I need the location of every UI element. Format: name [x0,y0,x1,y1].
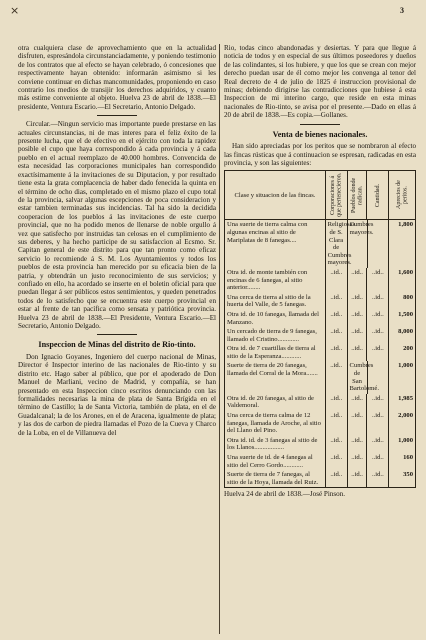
table-cell-corporacion: ..id.. [326,436,348,453]
column-divider [219,44,220,634]
table-header-row [225,171,415,220]
table-cell-clase: Una cerca de tierra al sitio de la huerta del Valle, de 5 fanegas. [225,293,326,310]
table-cell-pueblo: ..id.. [348,453,368,470]
table-cell-aprecio: 200 [403,345,413,353]
section-divider [97,115,137,116]
table-cell-corporacion: ..id.. [326,327,348,344]
table-cell-cantidad: ..id.. [367,411,389,436]
table-cell-clase: Suerte de tierra de 7 fanegas, al sitio de la Hoya, llamada del Ruiz. [225,470,326,487]
table-cell-cantidad: ..id.. [367,310,389,327]
table-cell-pueblo: ..id.. [348,268,368,293]
right-paragraph-1: Rio, todas cinco abandonadas y desiertas. Y para que llegue á noticia de todos y en especial de sus últimos poseedores y dueños de las colindantes, si los hubiere, y que los que se crean con mejor derecho puedan usar de él como mejor les convenga al tenor del Real decreto de 4 de julio de 1825 é instruccion provisional de minas; debiendo dirigirse las contradicciones que hubiese á esta Inspeccion de mi interino cargo, que reside en esta minas nacionales de Rio-tinto, se avisa por el presente.—Dado en ellas á 20 de abril de 1838.—Es copia.—Gollanes. [224,44,416,120]
table-cell-pueblo: ..id.. [348,344,368,361]
table-cell-corporacion: ..id.. [326,394,348,411]
table-cell-pueblo: ..id.. [348,411,368,436]
page-number: 3 [400,6,404,15]
table-cell-cantidad [368,220,390,268]
section-divider [97,334,137,335]
table-cell-clase: Otra id. de 7 cuartillas de tierra al sitio de la Esperanza............ [225,344,326,361]
table-row [225,268,415,293]
table-cell-clase: Una cerca de tierra calma de 12 fanegas, llamada de Aroche, al sitio del Llano del Pino. [225,411,326,436]
table-row [225,394,415,411]
table-cell-cantidad: ..id.. [367,344,389,361]
table-cell-cantidad: ..id.. [367,268,389,293]
table-cell-clase: Otra id. de 20 fanegas, al sitio de Valdemoral. [225,394,326,411]
table-cell-cantidad: ..id.. [367,436,389,453]
table-row [225,411,415,436]
table-cell-aprecio: 1,800 [398,221,413,229]
table-cell-aprecio: 800 [403,293,413,301]
table-row [225,453,415,470]
table-cell-corporacion: ..id.. [326,293,348,310]
table-cell-corporacion: ..id.. [326,268,348,293]
table-cell-aprecio: 8,000 [398,328,413,336]
table-row [225,310,415,327]
table-header-pueblos: Pueblos donde radican. [348,171,368,219]
table-cell-cantidad: ..id.. [367,453,389,470]
table-cell-pueblo: ..id.. [348,394,368,411]
table-cell-cantidad: ..id.. [367,394,389,411]
table-cell-corporacion: ..id.. [326,344,348,361]
left-column [18,44,216,636]
table-header-cantidad: Cantidad. [367,171,389,219]
table-cell-pueblo: Cumbres mayores. [348,220,368,268]
left-paragraph-1: otra cualquiera clase de aprovechamiento que en la actualidad disfruten, espresándola circunstanciadamente, y poniendo testimonio de los contratos que al efecto se hayan celebrado, ó concesiones que respectivamente hayan obtenido: informarán asimismo si les conviene continuar en dichas mancomunidades, proponiendo en caso contrario los medios de transijir los derechos adquiridos, y cuanto más estime conveniente al objeto. Huelva 23 de abril de 1838.—El presidente, Ventura Escario.—El Secretario, Antonio Delgado. [18,44,216,111]
table-cell-pueblo: ..id.. [348,470,368,487]
table-cell-cantidad: ..id.. [367,293,389,310]
right-paragraph-venta: Han sido apreciadas por los peritos que se nombraron al efecto las fincas rústicas que á continuacion se espresan, radicadas en esta provincia, y son las siguientes: [224,142,416,167]
table-cell-pueblo: Cumbres de San Bartolomé. [349,362,379,393]
section-divider [300,124,340,125]
table-cell-clase: Suerte de tierra de 20 fanegas, llamada del Corral de la Mora....... [225,361,326,393]
table-cell-aprecio: 350 [403,471,413,479]
table-header-aprecios: Aprecios de peritos. [395,180,409,210]
section-heading-venta: Venta de bienes nacionales. [272,129,368,139]
table-cell-aprecio: 1,985 [398,394,413,402]
fincas-table [224,170,416,488]
table-cell-cantidad: ..id.. [367,470,389,487]
table-cell-corporacion: ..id.. [326,411,348,436]
table-cell-clase: Una suerte de id. de 4 fanegas al sitio del Cerro Gordo............ [225,453,326,470]
table-header-corporaciones: Corporaciones á que pertenecieron. [326,171,348,219]
table-cell-corporacion: ..id.. [326,470,348,487]
table-cell-corporacion: ..id.. [326,361,348,393]
table-cell-corporacion: ..id.. [326,310,348,327]
section-heading-minas: Inspeccion de Minas del distrito de Rio-tinto. [38,340,196,350]
table-cell-pueblo: ..id.. [348,293,368,310]
table-body [225,220,415,487]
table-row [225,220,415,268]
table-cell-corporacion: ..id.. [326,453,348,470]
table-cell-pueblo: ..id.. [348,310,368,327]
table-cell-aprecio: 2,000 [398,412,413,420]
table-row [225,344,415,361]
table-cell-clase: Otra id. id. de 3 fanegas al sitio de los Llanos.................. [225,436,326,453]
table-header-clase: Clase y situacion de las fincas. [225,171,326,219]
table-cell-corporacion: Religiosas de S. Clara de Cumbres mayores. [327,221,356,267]
table-cell-clase: Otra id. de 10 fanegas, llamada del Manzano. [225,310,326,327]
table-cell-pueblo: ..id.. [348,436,368,453]
right-column [224,44,416,636]
table-cell-aprecio: 1,000 [398,362,414,370]
table-row [225,436,415,453]
page-header [10,4,416,18]
close-icon[interactable]: × [10,4,20,17]
table-cell-aprecio: 160 [403,454,413,461]
table-row [225,470,415,487]
table-cell-aprecio: 1,500 [398,310,413,318]
table-cell-aprecio: 1,000 [398,436,413,444]
left-paragraph-circular: Circular.—Ningun servicio mas importante puede prestarse en las actuales circunstancias, ni de mas interes para el feliz éxito de la presente lucha, que el de efectivo en el ejército con toda la rapidez posible el cupo que haya correspondido á cada provincia y á cada pueblo en el actual reemplazo de 40.000 hombres. Convencida de esta necesidad las corporaciones municipales han correspondido exactísimamente á la invitaciones de su Diputacion, y por resultado tiene esta la grata complacencia de haber dado fenecida la quinta en el término de ocho dias, completado en el mismo plazo el cupo total de la provincia, salvar algunas escepciones de poca consideracion y estar tambien terminadas sus incidencias. Tal ha sido la decidida cooperacion de los pueblos á las invitaciones de este cuerpo provincial, que no ha podido menos de llenarse de noble orgullo á vez que satisfecho por instruidas tan celosas en el cumplimiento de sus deberes, y ha hecho participe de su satisfaccion al Ecsmo. Sr. Capitan general de este distrito para que tan pronto como eficaz servicio lo recomiende á S. M. Los Ayuntamientos y todos los pueblos de esta provincia han merecido por su eficacia bien de la patria, y obtendrán un justo reconocimiento de sus servicios; y confiado en ello, ha acordado se inserte en el boletin oficial para que puedan llegar á ser públicos estos sentimientos, y queden penetrados todos de lo satisfecho que se encuentra este cuerpo provincial en estar al frente de tan pacífica como sensata y patriótica provincia. Huelva 23 de abril de 1838.—El Presidente, Ventura Escario.—El Secretario, Antonio Delgado. [18,120,216,330]
table-cell-pueblo: ..id.. [348,327,368,344]
table-cell-clase: Un cercado de tierra de 9 fanegas, llamado el Cristino............. [225,327,326,344]
signature-line: Huelva 24 de abril de 1838.—José Pinson. [224,490,345,499]
table-cell-aprecio: 1,600 [398,268,413,276]
table-row [225,293,415,310]
table-cell-cantidad: ..id.. [367,327,389,344]
table-row [225,327,415,344]
table-cell-clase: Otra id. de monte también con encinas de 6 fanegas, al sitio anterior........ [225,268,326,293]
table-cell-cantidad [368,361,390,393]
table-row [225,361,415,393]
table-cell-clase: Una suerte de tierra calma con algunas encinas al sitio de Mariplatas de 8 fanegas.... [225,220,326,268]
left-paragraph-minas: Don Ignacio Goyanes, Ingeniero del cuerpo nacional de Minas, Director é Inspector interino de las nacionales de Rio-tinto y su distrito etc. Hago saber al público, que por el apoderado de Don Manuel de Marliani, vecino de Madrid, y compañía, se han presentado en esta Inspeccion cinco escritos denunciando con las formalidades necesarias la mina de plata de Santa Brígida en el término de Castillo; la de Santa Victoria, también de plata, en el de Guadalcanal; la de los Arones, en el de Aracena, igualmente de plata; y las dos de carbon de piedra llamadas el Pozo de la Cueva y Charco de la Loba, en el de Villanueva del [18,352,216,437]
